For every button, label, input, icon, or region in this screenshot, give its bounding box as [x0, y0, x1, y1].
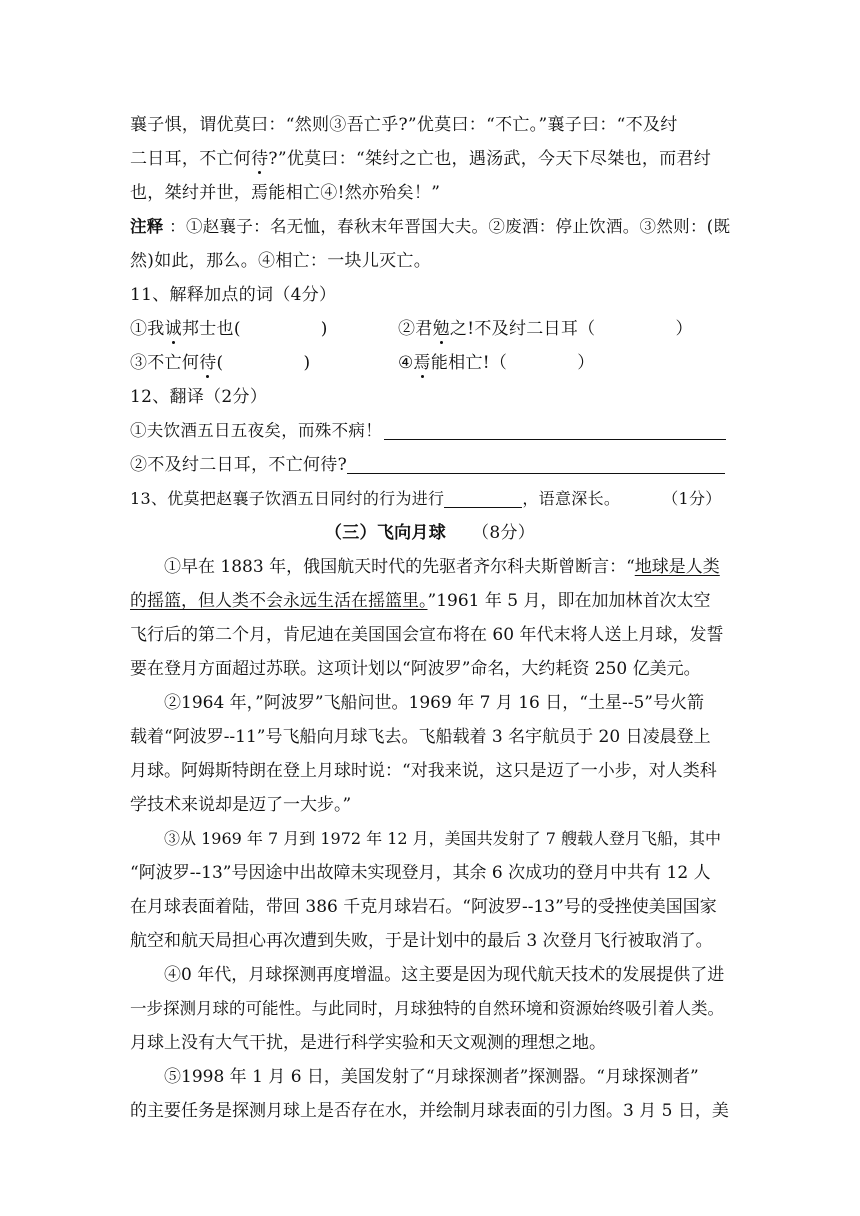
p2-line-3: 月球。阿姆斯特朗在登上月球时说：“对我来说，这只是迈了一小步，对人类科	[130, 761, 717, 781]
q13-text-before: 13、优莫把赵襄子饮酒五日同纣的行为进行	[130, 489, 445, 508]
q11-item-3-pre: ③不亡何	[130, 353, 200, 373]
note-line-2: 然)如此，那么。④相亡：一块儿灭亡。	[130, 251, 432, 271]
answer-line[interactable]	[347, 453, 725, 474]
q11-item-2-post: 之!不及纣二日耳（	[449, 319, 596, 339]
q11-item-1-post: 邦士也(	[181, 319, 241, 339]
p2-line-2: 载着“阿波罗--11”号飞船向月球飞去。飞船载着 3 名宇航员于 20 日凌晨登上	[130, 727, 711, 747]
dotted-char: 焉	[414, 346, 431, 380]
q11-row-1	[130, 312, 730, 346]
q11-item-2-pre: ②君	[398, 319, 433, 339]
underlined-quote: 的摇篮，但人类不会永远生活在摇篮里。	[130, 591, 428, 611]
p1-line-2-after: ”1961 年 5 月，即在加加林首次太空	[427, 591, 711, 611]
q12-item-1-text: ①夫饮酒五日五夜矣，而殊不病！	[130, 421, 382, 440]
section-title-text: （三）飞向月球	[324, 523, 447, 543]
p1-line-3: 飞行后的第二个月，肯尼迪在美国国会宣布将在 60 年代末将人送上月球，发誓	[130, 625, 724, 645]
q11-item-3-close: )	[303, 353, 311, 373]
q12-title: 12、翻译（2分）	[130, 387, 268, 407]
note-text: ：①赵襄子：名无恤，春秋末年晋国大夫。②废酒：停止饮酒。③然则：(既	[169, 217, 731, 236]
q11-item-3-post: (	[216, 353, 224, 373]
q11-item-4	[398, 353, 595, 373]
q13-text-after: ，语意深长。	[522, 489, 621, 508]
q13-score: （1分）	[662, 489, 722, 508]
answer-line[interactable]	[444, 487, 522, 508]
p2-line-4: 学技术来说却是迈了一大步。”	[130, 795, 352, 815]
dotted-char: 待	[251, 142, 268, 176]
dotted-char: 待	[199, 346, 216, 380]
section-score: （8分）	[472, 523, 536, 543]
q11-item-4-close: ）	[577, 353, 595, 373]
document-page	[130, 108, 730, 1128]
answer-line[interactable]	[384, 419, 726, 440]
p5-line-2: 的主要任务是探测月球上是否存在水，并绘制月球表面的引力图。3 月 5 日，美	[130, 1101, 729, 1121]
q11-title: 11、解释加点的词（4分）	[130, 285, 337, 305]
passage-two-line-2-after: ?”优莫曰：“桀纣之亡也，遇汤武，今天下尽桀也，而君纣	[268, 149, 712, 169]
p1-line-4: 要在登月方面超过苏联。这项计划以“阿波罗”命名，大约耗资 250 亿美元。	[130, 659, 701, 679]
q11-item-4-pre: ④	[398, 353, 414, 373]
underlined-quote: 地球是人类	[634, 557, 720, 577]
q11-item-3	[130, 346, 398, 380]
q12-item-1	[130, 414, 730, 448]
q11-item-1-pre: ①我	[130, 319, 165, 339]
q11-item-4-post: 能相亡!（	[430, 353, 508, 373]
q11-item-2-close: ）	[675, 319, 693, 339]
p5-line-1: ⑤1998 年 1 月 6 日，美国发射了“月球探测者”探测器。“月球探测者”	[164, 1067, 699, 1087]
p1-line-1	[130, 550, 730, 584]
dotted-char: 勉	[433, 312, 450, 346]
p3-line-2: “阿波罗--13”号因途中出故障未实现登月，其余 6 次成功的登月中共有 12 人	[130, 863, 711, 883]
dotted-char: 诚	[165, 312, 182, 346]
q12-item-2	[130, 448, 730, 482]
note-line-1	[130, 210, 730, 244]
p3-line-1: ③从 1969 年 7 月到 1972 年 12 月，美国共发射了 7 艘载人登月飞船，其中	[164, 829, 722, 848]
passage-two-line-2	[130, 142, 730, 176]
p4-line-2: 一步探测月球的可能性。与此同时，月球独特的自然环境和资源始终吸引着人类。	[130, 999, 724, 1018]
p4-line-3: 月球上没有大气干扰，是进行科学实验和天文观测的理想之地。	[130, 1033, 606, 1053]
section-title	[130, 516, 730, 550]
q12-item-2-text: ②不及纣二日耳，不亡何待?	[130, 455, 348, 475]
q11-item-1-close: )	[320, 319, 328, 339]
passage-two-line-2-before: 二日耳，不亡何	[130, 149, 252, 169]
note-label: 注释	[130, 217, 164, 236]
p1-line-2	[130, 584, 730, 618]
q11-item-2	[398, 319, 693, 339]
passage-two-line-3: 也，桀纣并世，焉能相亡④!然亦殆矣！”	[130, 183, 441, 203]
p1-line-1-before: ①早在 1883 年，俄国航天时代的先驱者齐尔科夫斯曾断言：“	[164, 557, 635, 577]
p4-line-1: ④0 年代，月球探测再度增温。这主要是因为现代航天技术的发展提供了进	[164, 965, 725, 985]
q11-item-1	[130, 312, 398, 346]
q13	[130, 482, 730, 516]
passage-two-line-1: 襄子惧，谓优莫曰：“然则③吾亡乎?”优莫曰：“不亡。”襄子曰：“不及纣	[130, 115, 678, 135]
p3-line-3: 在月球表面着陆，带回 386 千克月球岩石。“阿波罗--13”号的受挫使美国国家	[130, 897, 717, 917]
q11-row-2	[130, 346, 730, 380]
p3-line-4: 航空和航天局担心再次遭到失败，于是计划中的最后 3 次登月飞行被取消了。	[130, 931, 713, 951]
p2-line-1: ②1964 年，”阿波罗”飞船问世。1969 年 7 月 16 日，“土星--5”号火箭	[164, 693, 704, 713]
